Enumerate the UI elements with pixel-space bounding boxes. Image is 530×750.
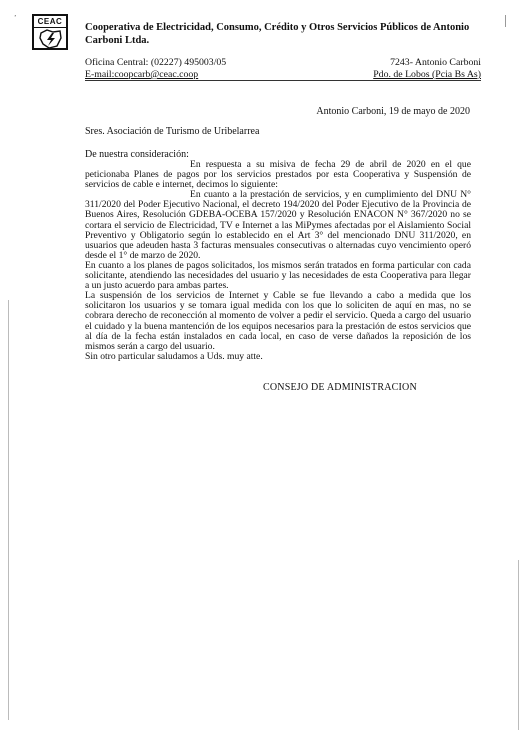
address-line-1: 7243- Antonio Carboni [390,57,481,68]
office-phone: Oficina Central: (02227) 495003/05 [85,57,227,68]
paragraph-payment-plans: En cuanto a los planes de pagos solicitados, los mismos serán tratados en forma particular con cada solicitante, atendiendo las necesidades del usuario y las necesidades de esta Cooperativa para llegar a un justo acuerdo para ambas partes. [85,259,471,292]
paragraph-closing: Sin otro particular saludamos a Uds. muy atte. [85,350,263,362]
address-line-2: Pdo. de Lobos (Pcia Bs As) [373,69,481,80]
scan-edge-right [518,560,519,730]
signature: CONSEJO DE ADMINISTRACION [263,382,417,393]
lightning-map-icon [39,29,63,49]
logo-text: CEAC [34,16,66,28]
recipient: Sres. Asociación de Turismo de Uribelarrea [85,126,260,137]
paragraph-services: En cuanto a la prestación de servicios, y en cumplimiento del DNU N° 311/2020 del Poder Ejecutivo Nacional, el decreto 194/2020 del Poder Ejecutivo de la Provincia de Buenos Aires, Resolución GDEBA-OCEBA 157/2020 y Resolución ENACON N° 367/2020 no se cortara el servicio de Electricidad, TV e Internet a las MiPymes afectadas por el Aislamiento Social Preventivo y Obligatorio según lo establecido en el Art 3° del mencionado DNU 311/2020, en usuarios que adeuden hasta 3 facturas mensuales consecutivas o alternadas cuyo vencimiento operó desde el 1° de marzo de 2020. [85,189,471,261]
letter-date: Antonio Carboni, 19 de mayo de 2020 [316,106,470,117]
greeting: De nuestra consideración: [85,149,189,160]
cooperative-logo [32,14,68,50]
scan-mark: ʼ [14,14,17,22]
scan-edge-top-right [505,15,506,27]
letter-body [85,160,471,362]
scan-edge-left [8,300,9,720]
cooperative-name: Cooperativa de Electricidad, Consumo, Crédito y Otros Servicios Públicos de Antonio Carboni Ltda. [85,22,470,46]
paragraph-suspension: La suspensión de los servicios de Internet y Cable se fue llevando a cabo a medida que los solicitaron los usuarios y se tomara igual medida con los que lo soliciten de aquí en mas, no se cobrara derecho de reconección al momento de volver a pedir el servicio. Queda a cargo del usuario el cuidado y la buena mantención de los equipos necesarios para la prestación de estos servicios que al día de la fecha están instalados en cada local, en caso de verse dañados la reposición de los mismos serán a cargo del usuario. [85,290,471,352]
header-rule [85,80,481,81]
email-link[interactable]: E-mail:coopcarb@ceac.coop [85,69,199,80]
paragraph-response: En respuesta a su misiva de fecha 29 de abril de 2020 en el que peticionaba Planes de pagos por los servicios prestados por esta Cooperativa y Suspensión de servicios de cable e internet, decimos lo siguiente: [85,159,471,191]
